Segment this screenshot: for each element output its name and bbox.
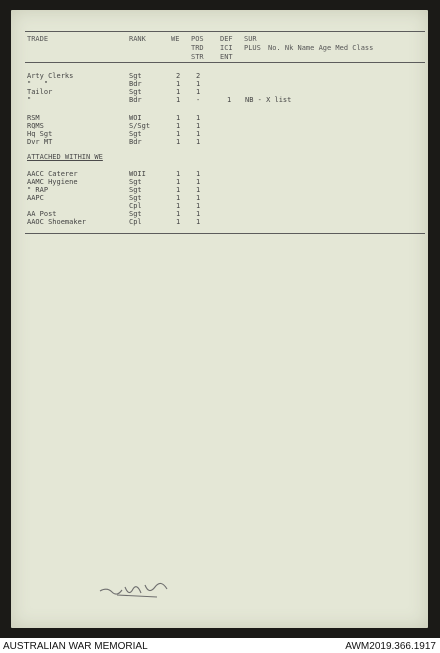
row-def: 1: [227, 96, 232, 104]
attached-row-rank: Cpl: [129, 218, 142, 226]
attached-row-rank: Sgt: [129, 210, 142, 218]
attached-row-we: 1: [176, 170, 181, 178]
row-rank: Sgt: [129, 130, 142, 138]
header-def-1: DEF: [220, 35, 233, 43]
section-title: ATTACHED WITHIN WE: [27, 153, 103, 161]
header-we: WE: [171, 35, 180, 43]
attached-row-we: 1: [176, 210, 181, 218]
attached-row-pos: 1: [196, 170, 201, 178]
header-pos-3: STR: [191, 53, 204, 61]
attached-row-trade: AAPC: [27, 194, 44, 202]
row-we: 1: [176, 138, 181, 146]
header-trade: TRADE: [27, 35, 49, 43]
header-sur-1: SUR: [244, 35, 257, 43]
row-rank: S/Sgt: [129, 122, 151, 130]
attached-row-rank: Cpl: [129, 202, 142, 210]
row-rank: Sgt: [129, 72, 142, 80]
header-rest: No. Nk Name Age Med Class: [268, 44, 374, 52]
row-trade: ": [27, 96, 32, 104]
row-pos: 2: [196, 72, 201, 80]
attached-row-we: 1: [176, 186, 181, 194]
attached-row-pos: 1: [196, 186, 201, 194]
row-rank: Bdr: [129, 138, 142, 146]
row-we: 2: [176, 72, 181, 80]
row-trade: RQMS: [27, 122, 44, 130]
row-pos: 1: [196, 88, 201, 96]
handwritten-signature: [97, 575, 177, 601]
row-trade: Dvr MT: [27, 138, 53, 146]
row-we: 1: [176, 122, 181, 130]
row-pos: -: [196, 96, 201, 104]
attached-row-trade: AAOC Shoemaker: [27, 218, 87, 226]
header-pos-1: POS: [191, 35, 204, 43]
bottom-rule: [25, 233, 425, 234]
attached-row-pos: 1: [196, 210, 201, 218]
header-def-3: ENT: [220, 53, 233, 61]
attached-row-pos: 1: [196, 202, 201, 210]
attached-row-rank: Sgt: [129, 178, 142, 186]
header-def-2: ICI: [220, 44, 233, 52]
row-we: 1: [176, 114, 181, 122]
header-pos-2: TRD: [191, 44, 204, 52]
attached-row-pos: 1: [196, 178, 201, 186]
attached-row-we: 1: [176, 194, 181, 202]
attached-row-rank: WOII: [129, 170, 146, 178]
row-trade: Arty Clerks: [27, 72, 74, 80]
row-we: 1: [176, 88, 181, 96]
attached-row-we: 1: [176, 218, 181, 226]
header-rule: [25, 62, 425, 63]
attached-row-rank: Sgt: [129, 186, 142, 194]
row-rank: Sgt: [129, 88, 142, 96]
attached-row-pos: 1: [196, 194, 201, 202]
attached-row-trade: AAMC Hygiene: [27, 178, 78, 186]
typed-sheet: [11, 10, 428, 628]
footer-accession: AWM2019.366.1917: [345, 641, 436, 652]
row-pos: 1: [196, 80, 201, 88]
row-rank: Bdr: [129, 96, 142, 104]
attached-row-trade: " RAP: [27, 186, 49, 194]
row-trade: Hq Sgt: [27, 130, 53, 138]
row-we: 1: [176, 130, 181, 138]
footer-institution: AUSTRALIAN WAR MEMORIAL: [3, 641, 148, 652]
row-trade: RSM: [27, 114, 40, 122]
row-we: 1: [176, 96, 181, 104]
row-pos: 1: [196, 122, 201, 130]
row-rank: WOI: [129, 114, 142, 122]
header-sur-2: PLUS: [244, 44, 261, 52]
row-pos: 1: [196, 114, 201, 122]
attached-row-trade: AA Post: [27, 210, 57, 218]
row-trade: " ": [27, 80, 49, 88]
attached-row-pos: 1: [196, 218, 201, 226]
attached-row-trade: AACC Caterer: [27, 170, 78, 178]
row-trade: Tailor: [27, 88, 53, 96]
row-rank: Bdr: [129, 80, 142, 88]
attached-row-rank: Sgt: [129, 194, 142, 202]
header-rank: RANK: [129, 35, 146, 43]
top-rule: [25, 31, 425, 32]
row-note: NB - X list: [245, 96, 292, 104]
row-we: 1: [176, 80, 181, 88]
attached-row-we: 1: [176, 178, 181, 186]
attached-row-we: 1: [176, 202, 181, 210]
row-pos: 1: [196, 138, 201, 146]
row-pos: 1: [196, 130, 201, 138]
